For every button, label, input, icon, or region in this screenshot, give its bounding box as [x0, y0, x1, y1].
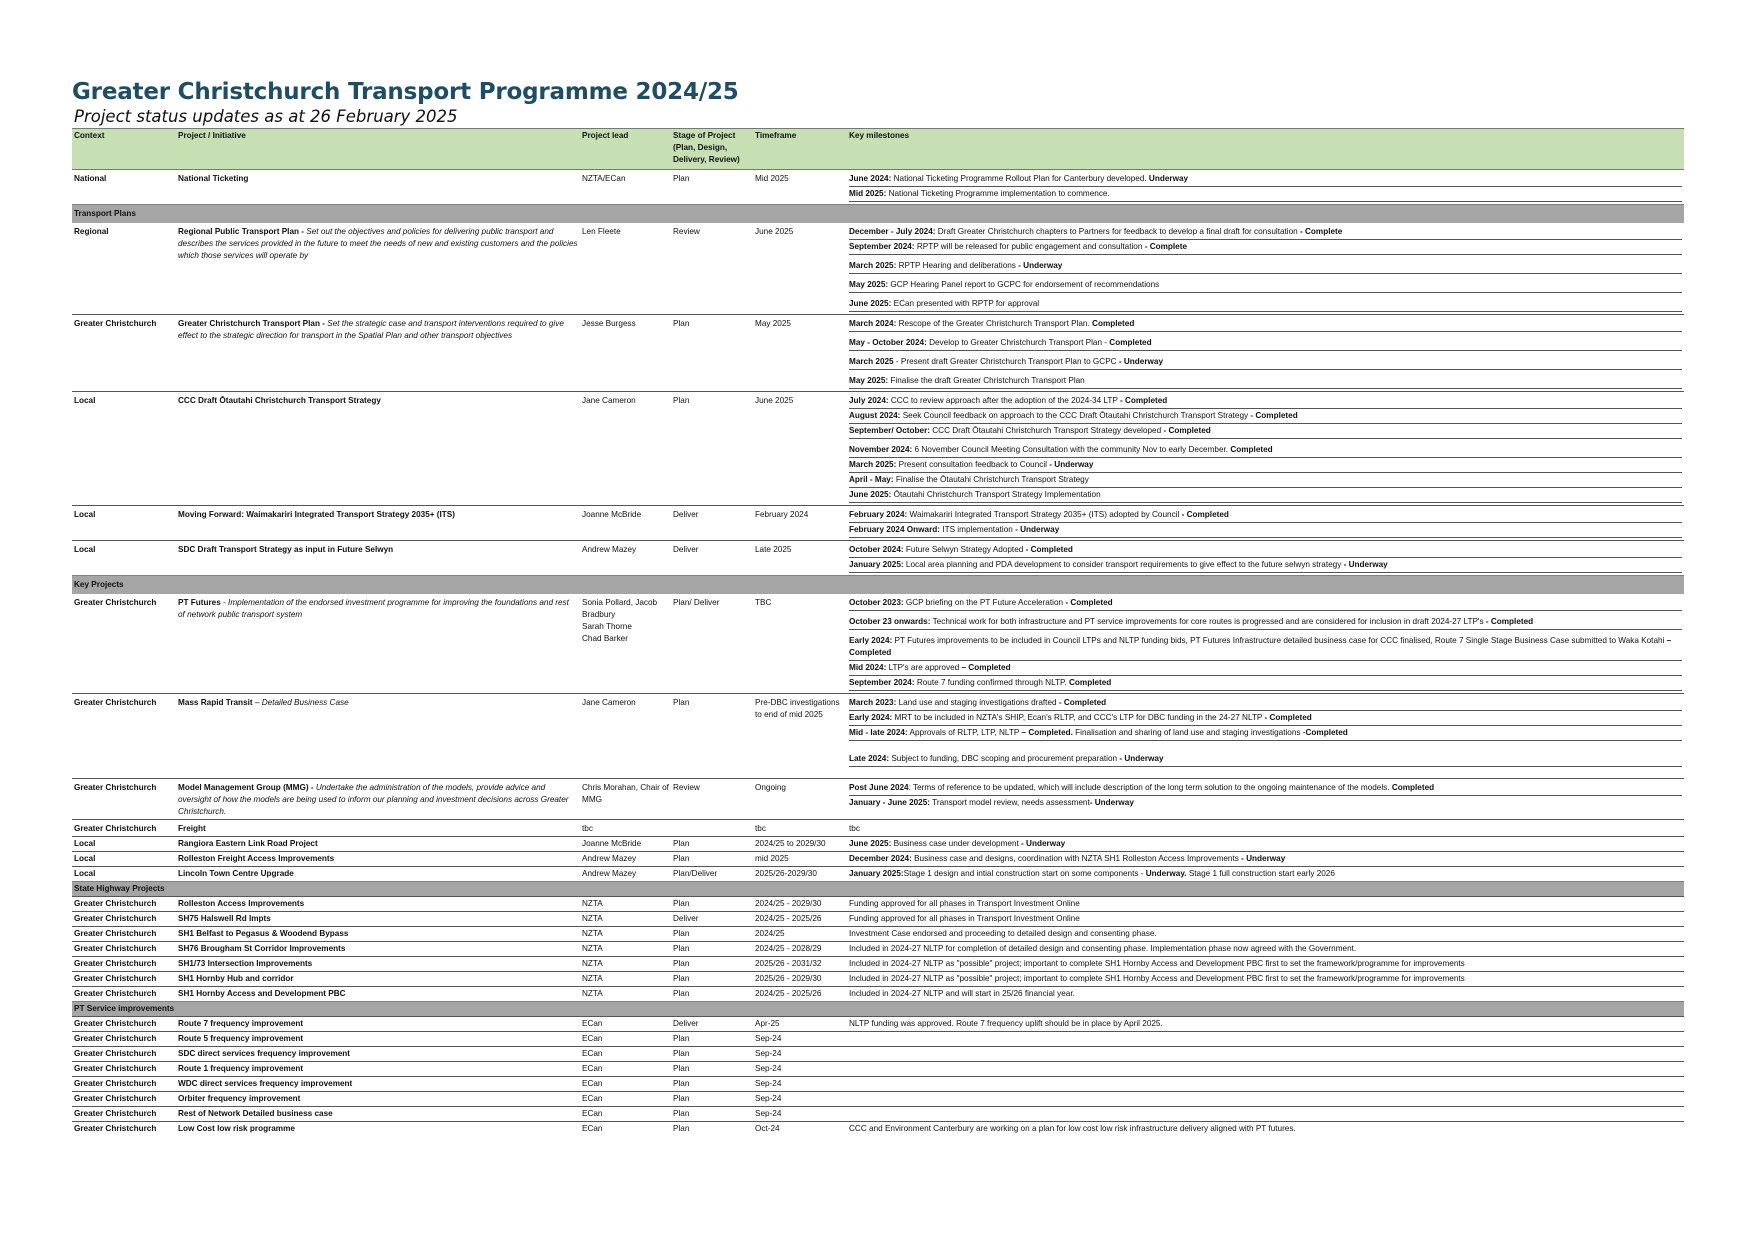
- project-cell: Route 1 frequency improvement: [178, 1064, 304, 1073]
- project-cell: Orbiter frequency improvement: [178, 1094, 301, 1103]
- table-row: [72, 594, 1684, 694]
- timeframe-cell: Sep-24: [755, 1049, 782, 1058]
- project-cell: SH76 Brougham St Corridor Improvements: [178, 944, 346, 953]
- table-row: [72, 867, 1684, 882]
- lead-cell: Andrew Mazey: [582, 854, 637, 863]
- pt-service-rows: [72, 1017, 1684, 1137]
- section-header-key-projects: Key Projects: [72, 576, 1684, 595]
- timeframe-cell: Late 2025: [755, 545, 792, 554]
- milestones-cell: CCC and Environment Canterbury are working on a plan for low cost low risk infrastructure delivery aligned with PT futures.: [849, 1124, 1296, 1133]
- context-cell: Local: [74, 869, 96, 878]
- milestones-cell: [847, 170, 1684, 205]
- stage-cell: Review: [673, 227, 700, 236]
- lead-cell: Andrew Mazey: [582, 545, 637, 554]
- milestones-cell: [847, 392, 1684, 506]
- table-row: [72, 223, 1684, 315]
- context-cell: Local: [74, 545, 96, 554]
- timeframe-cell: Apr-25: [755, 1019, 780, 1028]
- milestones-cell: January 2025:Stage 1 design and intial construction start on some components - Underway. Stage 1 full construction start early 2026: [849, 869, 1335, 878]
- context-cell: Greater Christchurch: [74, 1079, 157, 1088]
- milestone: February 2024 Onward: ITS implementation - Underway: [849, 524, 1682, 538]
- timeframe-cell: Ongoing: [755, 783, 786, 792]
- table-row: [72, 541, 1684, 576]
- project-cell: Freight: [178, 824, 206, 833]
- project-cell: Lincoln Town Centre Upgrade: [178, 869, 294, 878]
- milestone: December - July 2024: Draft Greater Christchurch chapters to Partners for feedback to develop a final draft for consultation - Complete: [849, 226, 1682, 240]
- milestone: Mid 2025: National Ticketing Programme implementation to commence.: [849, 188, 1682, 202]
- lead-cell: Sonia Pollard, Jacob Bradbury Sarah Thorne Chad Barker: [582, 598, 658, 643]
- stage-cell: Plan/Deliver: [673, 869, 718, 878]
- timeframe-cell: Sep-24: [755, 1034, 782, 1043]
- milestone: Late 2024: Subject to funding, DBC scoping and procurement preparation - Underway: [849, 753, 1682, 767]
- project-cell: Greater Christchurch Transport Plan - Set the strategic case and transport interventions required to give effect to the strategic direction for transport in the Spatial Plan and other transport objectives: [178, 319, 564, 340]
- milestone: Mid - late 2024: Approvals of RLTP, LTP, NLTP – Completed. Finalisation and sharing of land use and staging investigations -Completed: [849, 727, 1682, 741]
- table-row: [72, 1077, 1684, 1092]
- table-row: [72, 506, 1684, 541]
- milestone: January 2025: Local area planning and PDA development to consider transport requirements to give effect to the future selwyn strategy - Underway: [849, 559, 1682, 573]
- project-cell: CCC Draft Ōtautahi Christchurch Transport Strategy: [178, 396, 381, 405]
- context-cell: Greater Christchurch: [74, 1034, 157, 1043]
- context-cell: Greater Christchurch: [74, 783, 157, 792]
- stage-cell: Plan: [673, 839, 690, 848]
- milestone: Early 2024: PT Futures improvements to be included in Council LTPs and NLTP funding bids, PT Futures Infrastructure detailed business case for CCC finalised, Route 7 Single Stage Business Case submitted to Waka Kotahi – Completed: [849, 635, 1682, 661]
- lead-cell: NZTA: [582, 974, 603, 983]
- lead-cell: ECan: [582, 1034, 603, 1043]
- stage-cell: Plan: [673, 974, 690, 983]
- table-row: [72, 987, 1684, 1002]
- timeframe-cell: tbc: [755, 824, 766, 833]
- context-cell: Greater Christchurch: [74, 914, 157, 923]
- section-header-transport-plans: Transport Plans: [72, 205, 1684, 224]
- table-row: [72, 852, 1684, 867]
- context-cell: Greater Christchurch: [74, 959, 157, 968]
- context-cell: Regional: [74, 227, 109, 236]
- table-row: [72, 170, 1684, 205]
- milestones-cell: Investment Case endorsed and proceeding to detailed design and consenting phase.: [849, 929, 1157, 938]
- lead-cell: Len Fleete: [582, 227, 621, 236]
- timeframe-cell: June 2025: [755, 396, 794, 405]
- milestones-cell: [847, 779, 1684, 820]
- programme-table: [72, 128, 1684, 1136]
- stage-cell: Plan: [673, 854, 690, 863]
- milestone: February 2024: Waimakariri Integrated Transport Strategy 2035+ (ITS) adopted by Council - Completed: [849, 509, 1682, 523]
- stage-cell: Plan: [673, 396, 690, 405]
- header-project: Project / Initiative: [176, 129, 580, 170]
- project-cell: Rangiora Eastern Link Road Project: [178, 839, 318, 848]
- context-cell: Greater Christchurch: [74, 1124, 157, 1133]
- table-row: [72, 315, 1684, 392]
- context-cell: Greater Christchurch: [74, 944, 157, 953]
- milestones-cell: [847, 694, 1684, 779]
- context-cell: Greater Christchurch: [74, 974, 157, 983]
- context-cell: Greater Christchurch: [74, 1049, 157, 1058]
- project-cell: SDC Draft Transport Strategy as input in Future Selwyn: [178, 545, 394, 554]
- stage-cell: Plan: [673, 174, 690, 183]
- milestones-cell: December 2024: Business case and designs, coordination with NZTA SH1 Rolleston Access Improvements - Underway: [849, 854, 1286, 863]
- context-cell: Greater Christchurch: [74, 824, 157, 833]
- milestones-cell: [847, 223, 1684, 315]
- timeframe-cell: May 2025: [755, 319, 791, 328]
- lead-cell: NZTA: [582, 929, 603, 938]
- timeframe-cell: 2024/25 - 2025/26: [755, 914, 822, 923]
- milestones-cell: [847, 1107, 1684, 1122]
- header-lead: Project lead: [580, 129, 671, 170]
- table-row: [72, 1017, 1684, 1032]
- timeframe-cell: 2025/26-2029/30: [755, 869, 817, 878]
- table-row: [72, 1062, 1684, 1077]
- timeframe-cell: Oct-24: [755, 1124, 780, 1133]
- stage-cell: Plan: [673, 1109, 690, 1118]
- stage-cell: Deliver: [673, 545, 699, 554]
- table-row: [72, 1092, 1684, 1107]
- project-cell: PT Futures - Implementation of the endorsed investment programme for improving the foundations and rest of network public transport system: [178, 598, 569, 619]
- milestone: September/ October: CCC Draft Ōtautahi Christchurch Transport Strategy developed - Completed: [849, 425, 1682, 439]
- table-row: [72, 927, 1684, 942]
- header-milestones: Key milestones: [847, 129, 1684, 170]
- milestone: March 2025: Present consultation feedback to Council - Underway: [849, 459, 1682, 473]
- stage-cell: Plan: [673, 1049, 690, 1058]
- milestone: October 2024: Future Selwyn Strategy Adopted - Completed: [849, 544, 1682, 558]
- milestones-cell: Funding approved for all phases in Transport Investment Online: [849, 899, 1080, 908]
- stage-cell: Deliver: [673, 914, 699, 923]
- table-row: [72, 1032, 1684, 1047]
- lead-cell: ECan: [582, 1019, 603, 1028]
- project-cell: National Ticketing: [178, 174, 249, 183]
- lead-cell: ECan: [582, 1079, 603, 1088]
- project-cell: Regional Public Transport Plan - Set out the objectives and policies for delivering public transport and describes the services provided in the future to meet the needs of new and existing customers and the policies which those services will operate by: [178, 227, 578, 260]
- lead-cell: ECan: [582, 1109, 603, 1118]
- table-row: [72, 957, 1684, 972]
- timeframe-cell: June 2025: [755, 227, 794, 236]
- context-cell: Local: [74, 396, 96, 405]
- project-cell: Low Cost low risk programme: [178, 1124, 295, 1133]
- milestone: November 2024: 6 November Council Meeting Consultation with the community Nov to early December. Completed: [849, 444, 1682, 458]
- milestone: June 2024: National Ticketing Programme Rollout Plan for Canterbury developed. Underway: [849, 173, 1682, 187]
- lead-cell: Joanne McBride: [582, 510, 642, 519]
- context-cell: Greater Christchurch: [74, 319, 157, 328]
- milestone: January - June 2025: Transport model review, needs assessment- Underway: [849, 798, 1134, 807]
- milestone: September 2024: Route 7 funding confirmed through NLTP. Completed: [849, 677, 1682, 691]
- timeframe-cell: Sep-24: [755, 1079, 782, 1088]
- context-cell: National: [74, 174, 107, 183]
- project-cell: SH1 Hornby Access and Development PBC: [178, 989, 346, 998]
- context-cell: Local: [74, 839, 96, 848]
- table-row: [72, 912, 1684, 927]
- table-row: [72, 972, 1684, 987]
- context-cell: Greater Christchurch: [74, 1094, 157, 1103]
- milestones-cell: June 2025: Business case under development - Underway: [849, 839, 1066, 848]
- stage-cell: Plan: [673, 899, 690, 908]
- table-row: [72, 779, 1684, 820]
- project-cell: Route 5 frequency improvement: [178, 1034, 304, 1043]
- stage-cell: Plan: [673, 1064, 690, 1073]
- table-row: [72, 820, 1684, 837]
- milestone: May 2025: GCP Hearing Panel report to GCPC for endorsement of recommendations: [849, 279, 1682, 293]
- stage-cell: Plan: [673, 944, 690, 953]
- milestones-cell: [847, 315, 1684, 392]
- project-cell: Model Management Group (MMG) - Undertake the administration of the models, provide advice and oversight of how the models are being used to inform our planning and investment decisions across Greater Christchurch.: [178, 783, 569, 816]
- milestone: October 2023: GCP briefing on the PT Future Acceleration - Completed: [849, 597, 1682, 611]
- milestones-cell: [847, 1047, 1684, 1062]
- project-cell: Route 7 frequency improvement: [178, 1019, 304, 1028]
- lead-cell: Jane Cameron: [582, 396, 636, 405]
- section-header-pt-service: PT Service improvements: [72, 1002, 1684, 1017]
- timeframe-cell: TBC: [755, 598, 772, 607]
- lead-cell: NZTA: [582, 914, 603, 923]
- stage-cell: Plan: [673, 1094, 690, 1103]
- lead-cell: tbc: [582, 824, 593, 833]
- project-cell: Rest of Network Detailed business case: [178, 1109, 333, 1118]
- context-cell: Greater Christchurch: [74, 1064, 157, 1073]
- timeframe-cell: Pre-DBC investigations to end of mid 2025: [755, 698, 840, 719]
- timeframe-cell: 2024/25 - 2029/30: [755, 899, 822, 908]
- lead-cell: NZTA: [582, 959, 603, 968]
- document-page: [72, 78, 1684, 1136]
- milestones-cell: Included in 2024-27 NLTP and will start in 25/26 financial year.: [849, 989, 1075, 998]
- project-cell: Rolleston Access Improvements: [178, 899, 305, 908]
- lead-cell: ECan: [582, 1064, 603, 1073]
- milestone: October 23 onwards: Technical work for both infrastructure and PT service improvements for core routes is progressed and are considered for inclusion in draft 2024-27 LTP's - Completed: [849, 616, 1682, 630]
- timeframe-cell: Sep-24: [755, 1109, 782, 1118]
- timeframe-cell: February 2024: [755, 510, 809, 519]
- context-cell: Greater Christchurch: [74, 1019, 157, 1028]
- milestone: May - October 2024: Develop to Greater Christchurch Transport Plan - Completed: [849, 337, 1682, 351]
- milestones-cell: [847, 594, 1684, 694]
- table-row: [72, 1107, 1684, 1122]
- page-title: Greater Christchurch Transport Programme 2024/25: [72, 79, 739, 105]
- stage-cell: Review: [673, 783, 700, 792]
- table-row: [72, 837, 1684, 852]
- lead-cell: Jesse Burgess: [582, 319, 636, 328]
- milestones-cell: Included in 2024-27 NLTP for completion of detailed design and consenting phase. Implementation phase now agreed with the Government.: [849, 944, 1357, 953]
- milestones-cell: [847, 506, 1684, 541]
- stage-cell: Deliver: [673, 1019, 699, 1028]
- milestone: Post June 2024: Terms of reference to be updated, which will include description of the long term solution to the ongoing maintenance of the models. Completed: [849, 782, 1682, 796]
- timeframe-cell: 2025/26 - 2029/30: [755, 974, 822, 983]
- project-cell: SH1 Hornby Hub and corridor: [178, 974, 294, 983]
- milestones-cell: [847, 1092, 1684, 1107]
- table-header-row: [72, 129, 1684, 170]
- lead-cell: NZTA: [582, 944, 603, 953]
- milestone: March 2023: Land use and staging investigations drafted - Completed: [849, 697, 1682, 711]
- lead-cell: NZTA/ECan: [582, 174, 626, 183]
- milestone: March 2024: Rescope of the Greater Christchurch Transport Plan. Completed: [849, 318, 1682, 332]
- milestone: May 2025: Finalise the draft Greater Christchurch Transport Plan: [849, 375, 1682, 389]
- context-cell: Greater Christchurch: [74, 989, 157, 998]
- stage-cell: Plan: [673, 1034, 690, 1043]
- project-cell: SH1 Belfast to Pegasus & Woodend Bypass: [178, 929, 349, 938]
- project-cell: Rolleston Freight Access Improvements: [178, 854, 335, 863]
- lead-cell: NZTA: [582, 989, 603, 998]
- page-subtitle: Project status updates as at 26 February 2025: [74, 107, 458, 126]
- stage-cell: Plan: [673, 989, 690, 998]
- header-timeframe: Timeframe: [753, 129, 847, 170]
- stage-cell: Plan: [673, 959, 690, 968]
- table-row: [72, 392, 1684, 506]
- lead-cell: Joanne McBride: [582, 839, 642, 848]
- lead-cell: Andrew Mazey: [582, 869, 637, 878]
- timeframe-cell: Sep-24: [755, 1064, 782, 1073]
- milestone: Early 2024: MRT to be included in NZTA's SHIP, Ecan's RLTP, and CCC's LTP for DBC funding in the 24-27 NLTP - Completed: [849, 712, 1682, 726]
- timeframe-cell: mid 2025: [755, 854, 789, 863]
- timeframe-cell: 2024/25 - 2028/29: [755, 944, 822, 953]
- project-cell: Moving Forward: Waimakariri Integrated Transport Strategy 2035+ (ITS): [178, 510, 455, 519]
- context-cell: Greater Christchurch: [74, 598, 157, 607]
- milestone: Mid 2024: LTP's are approved – Completed: [849, 662, 1682, 676]
- header-stage: Stage of Project (Plan, Design, Delivery, Review): [671, 129, 753, 170]
- timeframe-cell: 2024/25 - 2025/26: [755, 989, 822, 998]
- milestones-cell: Funding approved for all phases in Transport Investment Online: [849, 914, 1080, 923]
- timeframe-cell: Sep-24: [755, 1094, 782, 1103]
- context-cell: Local: [74, 854, 96, 863]
- timeframe-cell: 2024/25 to 2029/30: [755, 839, 826, 848]
- milestones-cell: Included in 2024-27 NLTP as "possible" project; important to complete SH1 Hornby Access and Development PBC first to set the framework/programme for improvements: [849, 959, 1465, 968]
- table-row: [72, 694, 1684, 779]
- milestone: September 2024: RPTP will be released for public engagement and consultation - Complete: [849, 241, 1682, 255]
- milestones-cell: Included in 2024-27 NLTP as "possible" project; important to complete SH1 Hornby Access and Development PBC first to set the framework/programme for improvements: [849, 974, 1465, 983]
- project-cell: Mass Rapid Transit – Detailed Business Case: [178, 698, 349, 707]
- lead-cell: Jane Cameron: [582, 698, 636, 707]
- context-cell: Greater Christchurch: [74, 698, 157, 707]
- milestone: June 2025: Ōtautahi Christchurch Transport Strategy Implementation: [849, 489, 1682, 503]
- milestone: March 2025 - Present draft Greater Christchurch Transport Plan to GCPC - Underway: [849, 356, 1682, 370]
- milestones-cell: [847, 541, 1684, 576]
- milestones-cell: [847, 1062, 1684, 1077]
- stage-cell: Plan: [673, 929, 690, 938]
- table-row: [72, 942, 1684, 957]
- table-row: [72, 1047, 1684, 1062]
- lead-cell: Chris Morahan, Chair of MMG: [582, 783, 669, 804]
- table-row: [72, 897, 1684, 912]
- lead-cell: ECan: [582, 1124, 603, 1133]
- milestone: August 2024: Seek Council feedback on approach to the CCC Draft Ōtautahi Christchurch Transport Strategy - Completed: [849, 410, 1682, 424]
- timeframe-cell: 2025/26 - 2031/32: [755, 959, 822, 968]
- section-header-state-highway: State Highway Projects: [72, 882, 1684, 897]
- milestones-cell: NLTP funding was approved. Route 7 frequency uplift should be in place by April 2025.: [849, 1019, 1163, 1028]
- project-cell: SH1/73 Intersection Improvements: [178, 959, 313, 968]
- stage-cell: Plan: [673, 1079, 690, 1088]
- milestones-cell: [847, 1032, 1684, 1047]
- timeframe-cell: 2024/25: [755, 929, 785, 938]
- milestone: July 2024: CCC to review approach after the adoption of the 2024-34 LTP - Completed: [849, 395, 1682, 409]
- timeframe-cell: Mid 2025: [755, 174, 789, 183]
- lead-cell: ECan: [582, 1094, 603, 1103]
- state-highway-rows: [72, 897, 1684, 1002]
- context-cell: Greater Christchurch: [74, 899, 157, 908]
- milestone: March 2025: RPTP Hearing and deliberations - Underway: [849, 260, 1682, 274]
- context-cell: Greater Christchurch: [74, 1109, 157, 1118]
- project-cell: SH75 Halswell Rd Impts: [178, 914, 271, 923]
- stage-cell: Plan: [673, 1124, 690, 1133]
- milestone: June 2025: ECan presented with RPTP for approval: [849, 298, 1682, 312]
- lead-cell: ECan: [582, 1049, 603, 1058]
- lead-cell: NZTA: [582, 899, 603, 908]
- stage-cell: Deliver: [673, 510, 699, 519]
- stage-cell: Plan: [673, 319, 690, 328]
- milestones-cell: [847, 1077, 1684, 1092]
- table-row: [72, 1122, 1684, 1137]
- stage-cell: Plan/ Deliver: [673, 598, 720, 607]
- milestone: April - May: Finalise the Ōtautahi Christchurch Transport Strategy: [849, 474, 1682, 488]
- stage-cell: [671, 820, 753, 837]
- header-context: Context: [72, 129, 176, 170]
- context-cell: Greater Christchurch: [74, 929, 157, 938]
- stage-cell: Plan: [673, 698, 690, 707]
- milestones-cell: tbc: [849, 824, 860, 833]
- project-cell: SDC direct services frequency improvement: [178, 1049, 351, 1058]
- context-cell: Local: [74, 510, 96, 519]
- project-cell: WDC direct services frequency improvement: [178, 1079, 353, 1088]
